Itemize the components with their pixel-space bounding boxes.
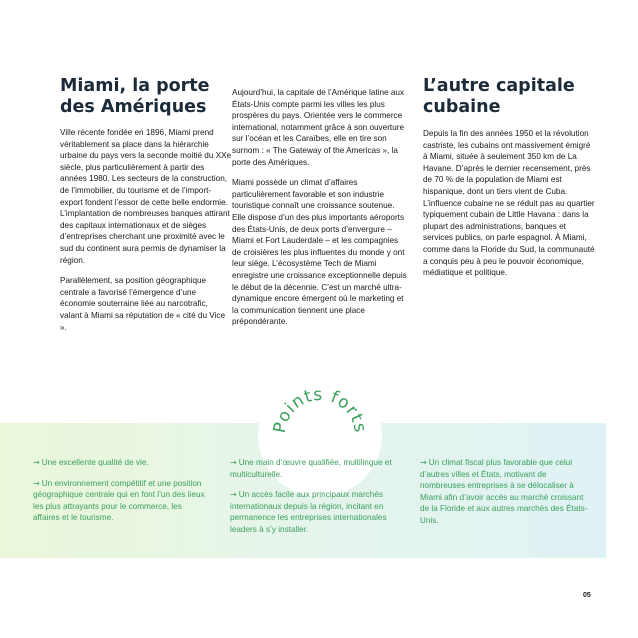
title-line: Miami, la porte [60,76,210,96]
body-paragraph: Aujourd’hui, la capitale de l’Amérique latine aux États-Unis compte parmi les villes les plus prospères du pays. Orientée vers le commerce international, notamment grâce à son ouverture sur l’océan et les Caraïbes, elle en tire son surnom : « The Gateway of the Americas », la porte des Amériques. [232,88,405,167]
strength-item: → Un environnement compétitif et une position géographique centrale qui en font l’un des lieux les plus attrayants pour le commerce, les affaires et le tourisme. [33,478,205,523]
arrow-right-icon: → [420,458,427,467]
strength-item: → Un climat fiscal plus favorable que celui d’autres villes et États, motivant de nombreuses entreprises à se délocaliser à Miami afin d’avoir accès au marché croissant de la Floride et aux autres marchés des États-Unis. [420,458,588,525]
strength-item: → Un accès facile aux principaux marchés internationaux depuis la région, incitant en permanence les entreprises internationales leaders à s’y installer. [230,490,387,534]
title-line: cubaine [423,97,501,117]
body-paragraph: Ville récente fondée en 1896, Miami prend véritablement sa place dans la hiérarchie urbaine du pays vers la seconde moitié du XXe siècle, plus particulièrement à partir des années 1980. Les secteurs de la construction, de l’immobilier, du tourisme et de l’import-export fondent l’essor de cette belle endormie. L’implantation de nombreuses banques attirant des capitaux internationaux et de sièges d’entreprises cherchant une proximité avec le sud du continent aura permis de dynamiser la région. [60,128,232,265]
svg-text:Points forts [270,385,370,435]
strength-item: → Une main d’œuvre qualifiée, multilingue et multiculturelle. [230,458,392,479]
strength-item: → Une excellente qualité de vie. [33,458,149,467]
body-paragraph: Parallèlement, sa position géographique centrale a favorisé l’émergence d’une économie souterraine liée au narcotrafic, valant à Miami sa réputation de « cité du Vice ». [60,276,226,332]
column-economy [232,87,408,337]
body-paragraph: Depuis la fin des années 1950 et la révolution castriste, les cubains ont massivement émigré à Miami, située à seulement 350 km de La Havane. D’après le dernier recensement, près de 70 % de la population de Miami est hispanique, dont un tiers vient de Cuba. L’influence cubaine ne se réduit pas au quartier typiquement cubain de Little Havana : dans la plupart des administrations, banques et services publics, on parle espagnol. À Miami, comme dans la Floride du Sud, la communauté a conquis peu à peu le pouvoir économique, médiatique et politique. [423,129,595,278]
column-cuban-capital [423,76,595,288]
strengths-column-3 [420,457,592,536]
badge-title: Points forts [269,384,371,435]
column-miami-gateway [60,76,232,342]
arrow-right-icon: → [33,478,40,488]
strengths-column-2 [230,457,402,545]
page-number: 05 [583,592,591,599]
strengths-column-1 [33,457,205,533]
arrow-right-icon: → [230,458,237,467]
body-paragraph: Miami possède un climat d’affaires particulièrement favorable et son industrie touristique connaît une croissance soutenue. Elle dispose d’un des plus importants aéroports des États-Unis, de deux ports d’envergure – Miami et Fort Lauderdale – et les compagnies de croisières les plus influentes du monde y ont leur siège. L’écosystème Tech de Miami enregistre une croissance exceptionnelle depuis le début de la décennie. C’est un marché ultra-dynamique encore émergent où le marketing et la communication tiennent une place prépondérante. [232,178,407,327]
arrow-right-icon: → [230,490,237,500]
title-line: des Amériques [60,97,207,117]
section-title-miami [60,76,232,118]
title-line: L’autre capitale [423,76,575,96]
arrow-right-icon: → [33,458,40,467]
section-title-cuban [423,76,595,118]
